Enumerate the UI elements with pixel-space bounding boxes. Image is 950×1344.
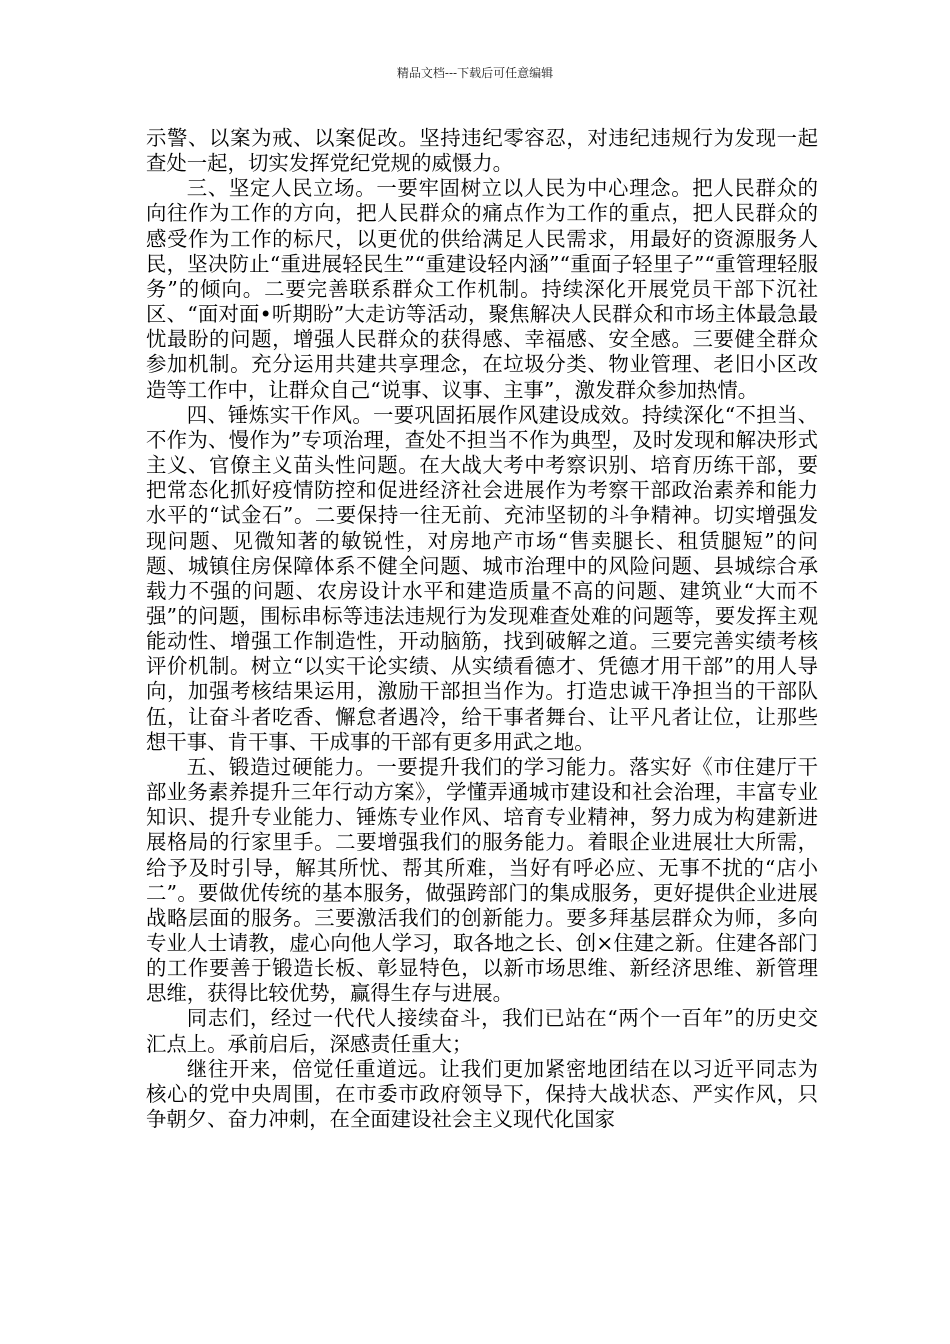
paragraph-capability: 五、锻造过硬能力。一要提升我们的学习能力。落实好《市住建厅干部业务素养提升三年行动方案》，学懂弄通城市建设和社会治理，丰富专业知识、提升专业能力、锤炼专业作风、培育专业精神，努力成为构建新进展格局的行家里手。二要增强我们的服务能力。着眼企业进展壮大所需，给予及时引导，解其所忧、帮其所难，当好有呼必应、无事不扰的“店小二”。要做优传统的基本服务，做强跨部门的集成服务，更好提供企业进展战略层面的服务。三要激活我们的创新能力。要多拜基层群众为师，多向专业人士请教，虚心向他人学习，取各地之长、创×住建之新。住建各部门的工作要善于锻造长板、彰显特色，以新市场思维、新经济思维、新管理思维，获得比较优势，赢得生存与进展。	[146, 754, 818, 1006]
paragraph-comrades: 同志们，经过一代代人接续奋斗，我们已站在“两个一百年”的历史交汇点上。承前启后，深感责任重大；	[146, 1006, 818, 1056]
paragraph-discipline-ending: 示警、以案为戒、以案促改。坚持违纪零容忍，对违纪违规行为发现一起查处一起，切实发挥党纪党规的威慑力。	[146, 126, 818, 176]
paragraph-work-style: 四、锤炼实干作风。一要巩固拓展作风建设成效。持续深化“不担当、不作为、慢作为”专项治理，查处不担当不作为典型，及时发现和解决形式主义、官僚主义苗头性问题。在大战大考中考察识别、培育历练干部，要把常态化抓好疫情防控和促进经济社会进展作为考察干部政治素养和能力水平的“试金石”。二要保持一往无前、充沛坚韧的斗争精神。切实增强发现问题、见微知著的敏锐性，对房地产市场“售卖腿长、租赁腿短”的问题、城镇住房保障体系不健全问题、城市治理中的风险问题、县城综合承载力不强的问题、农房设计水平和建造质量不高的问题、建筑业“大而不强”的问题，围标串标等违法违规行为发现难查处难的问题等，要发挥主观能动性、增强工作制造性，开动脑筋，找到破解之道。三要完善实绩考核评价机制。树立“以实干论实绩、从实绩看德才、凭德才用干部”的用人导向，加强考核结果运用，激励干部担当作为。打造忠诚干净担当的干部队伍，让奋斗者吃香、懈怠者遇冷，给干事者舞台、让平凡者让位，让那些想干事、肯干事、干成事的干部有更多用武之地。	[146, 402, 818, 754]
paragraph-people-stance: 三、坚定人民立场。一要牢固树立以人民为中心理念。把人民群众的向往作为工作的方向，把人民群众的痛点作为工作的重点，把人民群众的感受作为工作的标尺，以更优的供给满足人民需求，用最好的资源服务人民，坚决防止“重进展轻民生”“重建设轻内涵”“重面子轻里子”“重管理轻服务”的倾向。二要完善联系群众工作机制。持续深化开展党员干部下沉社区、“面对面•听期盼”大走访等活动，聚焦解决人民群众和市场主体最急最忧最盼的问题，增强人民群众的获得感、幸福感、安全感。三要健全群众参加机制。充分运用共建共享理念，在垃圾分类、物业管理、老旧小区改造等工作中，让群众自己“说事、议事、主事”，激发群众参加热情。	[146, 176, 818, 402]
page-header: 精品文档---下载后可任意编辑	[396, 66, 554, 80]
document-body	[146, 126, 818, 1132]
paragraph-closing: 继往开来，倍觉任重道远。让我们更加紧密地团结在以习近平同志为核心的党中央周围，在市委市政府领导下，保持大战状态、严实作风，只争朝夕、奋力冲刺，在全面建设社会主义现代化国家	[146, 1056, 818, 1132]
